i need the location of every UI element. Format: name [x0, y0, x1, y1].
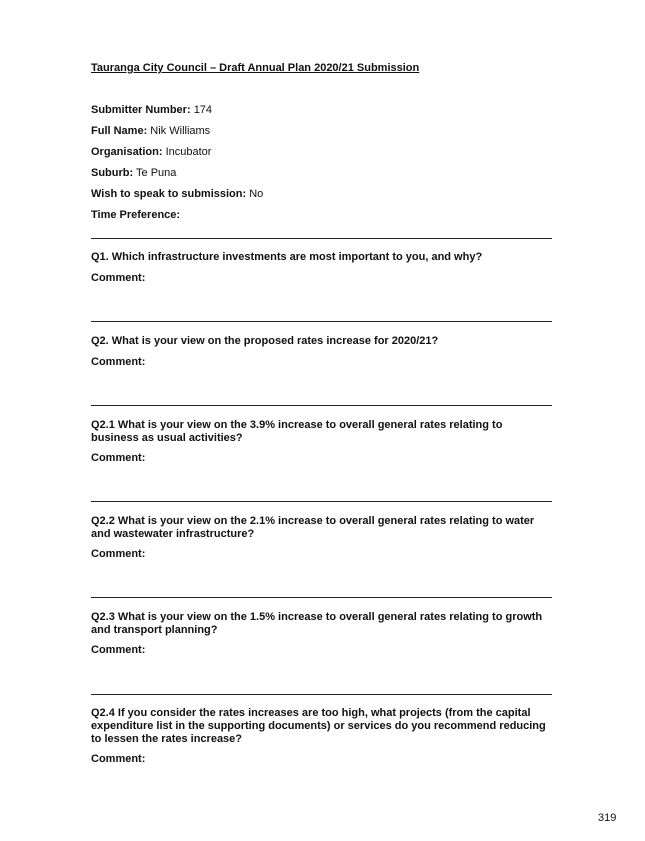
field-full-name — [91, 125, 210, 137]
field-value: No — [249, 188, 264, 200]
comment-label: Comment: — [91, 548, 146, 560]
comment-label: Comment: — [91, 356, 146, 368]
question-q2-4: Q2.4 If you consider the rates increases are too high, what projects (from the capital expenditure list in the supporting documents) or services do you recommend reducing to lessen the rates increase? — [91, 707, 546, 745]
field-wish-to-speak — [91, 188, 263, 200]
field-time-preference — [91, 209, 180, 221]
page-number: 319 — [598, 812, 617, 824]
question-q1: Q1. Which infrastructure investments are most important to you, and why? — [91, 251, 483, 263]
question-q2: Q2. What is your view on the proposed rates increase for 2020/21? — [91, 335, 439, 347]
question-q2-3: Q2.3 What is your view on the 1.5% increase to overall general rates relating to growth and transport planning? — [91, 611, 543, 636]
comment-label: Comment: — [91, 272, 146, 284]
field-label: Full Name: — [91, 125, 148, 137]
field-value: Te Puna — [136, 167, 177, 179]
field-value: Nik Williams — [150, 125, 211, 137]
comment-label: Comment: — [91, 452, 146, 464]
field-value: 174 — [193, 104, 213, 116]
question-q2-1: Q2.1 What is your view on the 3.9% increase to overall general rates relating to business as usual activities? — [91, 419, 503, 444]
comment-label: Comment: — [91, 644, 146, 656]
field-submitter-number — [91, 104, 212, 116]
divider — [91, 238, 552, 239]
divider — [91, 694, 552, 695]
comment-label: Comment: — [91, 753, 146, 765]
field-label: Time Preference: — [91, 209, 181, 221]
divider — [91, 501, 552, 502]
field-suburb — [91, 167, 176, 179]
divider — [91, 597, 552, 598]
divider — [91, 321, 552, 322]
field-label: Wish to speak to submission: — [91, 188, 247, 200]
field-value: Incubator — [165, 146, 212, 158]
field-organisation — [91, 146, 211, 158]
field-label: Submitter Number: — [91, 104, 191, 116]
divider — [91, 405, 552, 406]
field-label: Organisation: — [91, 146, 163, 158]
question-q2-2: Q2.2 What is your view on the 2.1% increase to overall general rates relating to water and wastewater infrastructure? — [91, 515, 535, 540]
field-label: Suburb: — [91, 167, 134, 179]
document-title: Tauranga City Council – Draft Annual Plan 2020/21 Submission — [91, 62, 420, 74]
